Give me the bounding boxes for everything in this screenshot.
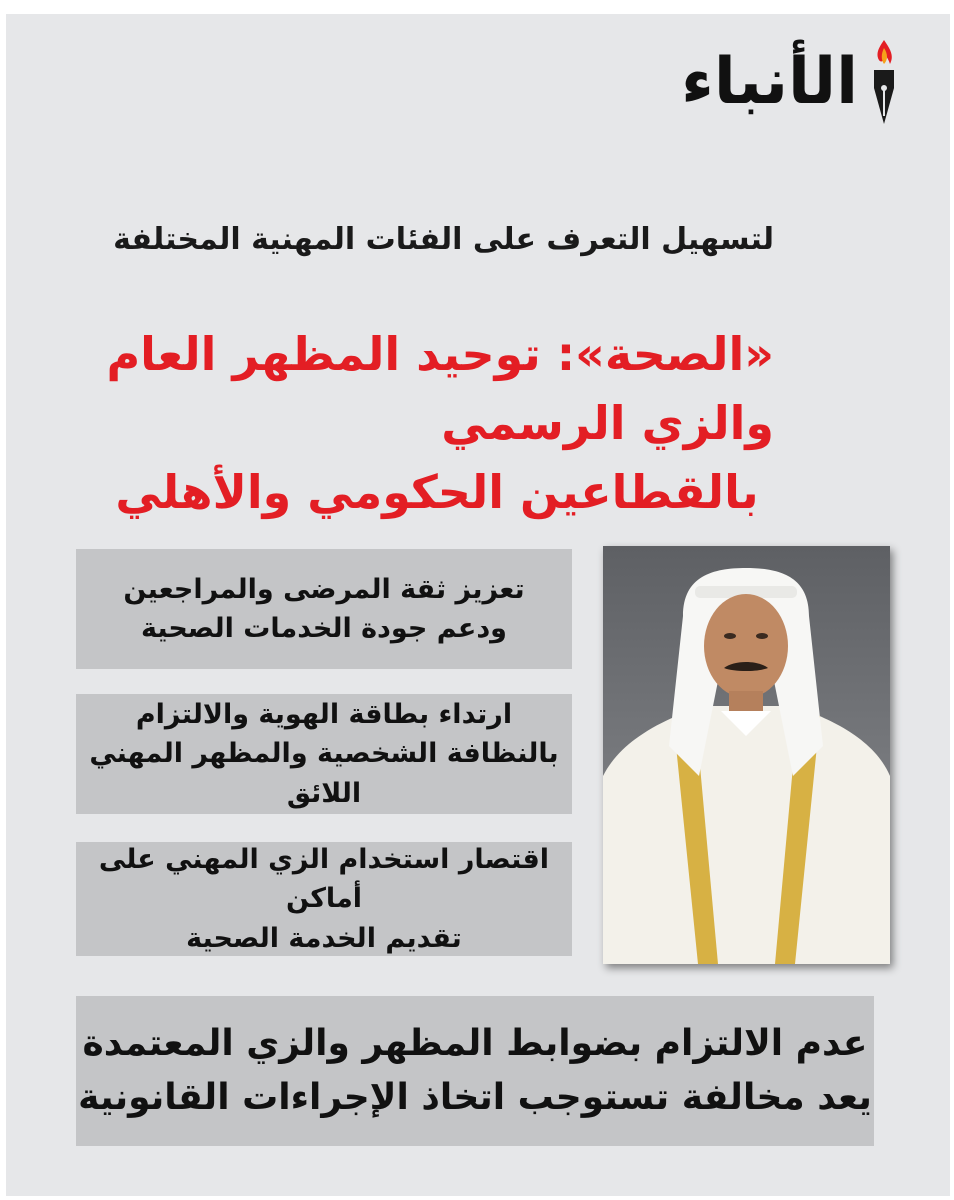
point-1-line-1: تعزيز ثقة المرضى والمراجعين	[123, 573, 525, 605]
point-3-line-1: اقتصار استخدام الزي المهني على أماكن	[98, 844, 550, 915]
point-box-1	[76, 549, 572, 669]
headline-line-1: «الصحة»: توحيد المظهر العام والزي الرسمي	[106, 327, 774, 450]
pen-flame-icon	[864, 36, 904, 128]
headline	[60, 320, 774, 527]
point-1-line-2: ودعم جودة الخدمات الصحية	[141, 613, 507, 644]
point-2-line-1: ارتداء بطاقة الهوية والالتزام	[135, 699, 513, 731]
point-3-line-2: تقديم الخدمة الصحية	[186, 922, 462, 954]
warning-line-1: عدم الالتزام بضوابط المظهر والزي المعتمدة	[82, 1023, 868, 1064]
portrait-illustration	[603, 546, 890, 964]
warning-box	[76, 996, 874, 1146]
point-2-line-2: بالنظافة الشخصية والمظهر المهني اللائق	[89, 738, 559, 809]
point-box-2	[76, 694, 572, 814]
subtitle: لتسهيل التعرف على الفئات المهنية المختلفة	[113, 222, 774, 257]
brand-logo	[604, 36, 904, 128]
point-box-3	[76, 842, 572, 956]
headline-line-2: بالقطاعين الحكومي والأهلي	[115, 465, 759, 519]
warning-line-2: يعد مخالفة تستوجب اتخاذ الإجراءات القانونية	[78, 1077, 872, 1118]
portrait-photo	[603, 546, 890, 964]
brand-name: الأنباء	[681, 45, 858, 119]
